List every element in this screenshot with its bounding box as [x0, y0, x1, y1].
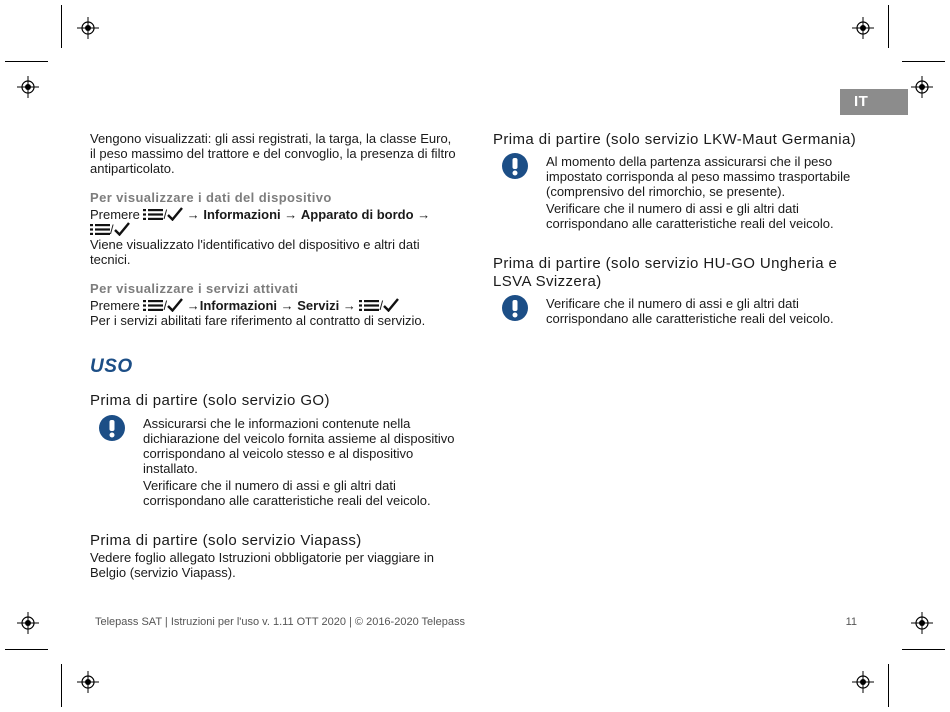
- menu-list-icon: [143, 299, 163, 312]
- registration-mark-icon: [77, 17, 99, 39]
- check-icon: [114, 222, 130, 236]
- crop-mark: [5, 649, 48, 650]
- section-title-uso: USO: [90, 356, 133, 377]
- check-icon: [167, 207, 183, 221]
- registration-mark-icon: [77, 671, 99, 693]
- services-description: Per i servizi abilitati fare riferimento al contratto di servizio.: [90, 313, 426, 328]
- exclamation-warning-icon: [98, 414, 126, 442]
- page-number: 11: [845, 616, 857, 628]
- arrow: →: [186, 207, 200, 222]
- go-note-text-2: Verificare che il numero di assi e gli altri dati corrispondano alle caratteristiche reali del veicolo.: [143, 478, 431, 508]
- left-column: [90, 131, 460, 580]
- arrow: →: [186, 298, 200, 313]
- crop-mark: [61, 5, 62, 48]
- registration-mark-icon: [911, 76, 933, 98]
- lkw-note-text-1: Al momento della partenza assicurarsi che il peso impostato corrisponda al peso massimo trasportabile (comprensivo del rimorchio, se presente).: [546, 154, 851, 199]
- device-instruction: Premere / → Informazioni → Apparato di bordo → /: [90, 207, 431, 237]
- crop-mark: [902, 61, 945, 62]
- arrow: →: [417, 207, 431, 222]
- menu-list-icon: [359, 299, 379, 312]
- lkw-note: [493, 154, 863, 231]
- step-apparato-di-bordo: Apparato di bordo: [300, 207, 414, 222]
- arrow: →: [280, 298, 294, 313]
- press-label: Premere: [90, 207, 140, 222]
- menu-list-icon: [90, 223, 110, 236]
- exclamation-warning-icon: [501, 294, 529, 322]
- language-tab: IT: [840, 89, 908, 115]
- crop-mark: [5, 61, 48, 62]
- crop-mark: [61, 664, 62, 707]
- go-note: [90, 416, 460, 508]
- right-column: [493, 131, 863, 326]
- registration-mark-icon: [852, 671, 874, 693]
- crop-mark: [888, 5, 889, 48]
- hugo-note-text-1: Verificare che il numero di assi e gli altri dati corrispondano alle caratteristiche reali del veicolo.: [546, 296, 834, 326]
- go-note-text-1: Assicurarsi che le informazioni contenute nella dichiarazione del veicolo fornita assieme al dispositivo corrispondano al veicolo stesso e al dispositivo installato.: [143, 416, 455, 476]
- crop-mark: [902, 649, 945, 650]
- hugo-note: [493, 296, 863, 326]
- step-informazioni: Informazioni: [199, 298, 278, 313]
- services-instruction: Premere / →Informazioni → Servizi → /: [90, 298, 460, 313]
- viapass-heading: Prima di partire (solo servizio Viapass): [90, 532, 362, 549]
- step-servizi: Servizi: [297, 298, 340, 313]
- registration-mark-icon: [911, 612, 933, 634]
- go-heading: Prima di partire (solo servizio GO): [90, 392, 330, 409]
- hugo-heading: Prima di partire (solo servizio HU-GO Ungheria e LSVA Svizzera): [493, 255, 838, 290]
- arrow: →: [342, 298, 356, 313]
- intro-paragraph: Vengono visualizzati: gli assi registrati, la targa, la classe Euro, il peso massimo del trattore e del convoglio, la presenza di filtro antiparticolato.: [90, 131, 456, 176]
- registration-mark-icon: [17, 612, 39, 634]
- lkw-note-text-2: Verificare che il numero di assi e gli altri dati corrispondano alle caratteristiche reali del veicolo.: [546, 201, 834, 231]
- footer-text: Telepass SAT | Istruzioni per l'uso v. 1.11 OTT 2020 | © 2016-2020 Telepass: [95, 616, 465, 628]
- arrow: →: [284, 207, 298, 222]
- viapass-text: Vedere foglio allegato Istruzioni obbligatorie per viaggiare in Belgio (servizio Viapass).: [90, 550, 434, 580]
- crop-mark: [888, 664, 889, 707]
- device-description: Viene visualizzato l'identificativo del dispositivo e altri dati tecnici.: [90, 237, 420, 267]
- menu-list-icon: [143, 208, 163, 221]
- registration-mark-icon: [852, 17, 874, 39]
- check-icon: [167, 298, 183, 312]
- check-icon: [383, 298, 399, 312]
- lkw-heading: Prima di partire (solo servizio LKW-Maut Germania): [493, 131, 857, 148]
- press-label: Premere: [90, 298, 140, 313]
- page-footer: [95, 616, 857, 628]
- device-subheading: Per visualizzare i dati del dispositivo: [90, 190, 332, 205]
- exclamation-warning-icon: [501, 152, 529, 180]
- services-subheading: Per visualizzare i servizi attivati: [90, 281, 299, 296]
- step-informazioni: Informazioni: [203, 207, 281, 222]
- registration-mark-icon: [17, 76, 39, 98]
